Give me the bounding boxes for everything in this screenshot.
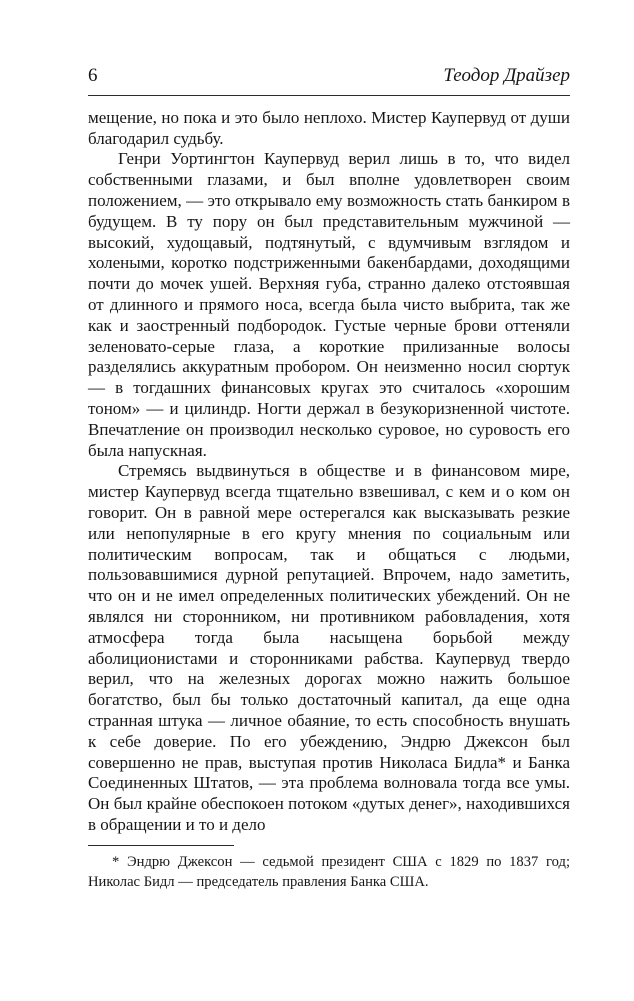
body-text <box>88 108 570 836</box>
paragraph: Стремясь выдвинуться в обществе и в финансовом мире, мистер Каупервуд всегда тщательно взвешивал, с кем и о ком он говорит. Он в равной мере остерегался как высказывать резкие или непопулярные в его кругу мнения по социальным или политическим вопросам, так и общаться с людьми, пользовавшимися дурной репутацией. Впрочем, надо заметить, что он и не имел определенных политических убеждений. Он не являлся ни сторонником, ни противником рабовладения, хотя атмосфера тогда была насыщена борьбой между аболиционистами и сторонниками рабства. Каупервуд твердо верил, что на железных дорогах можно нажить большое богатство, был бы только достаточный капитал, да еще одна странная штука — личное обаяние, то есть способность внушать к себе доверие. По его убеждению, Эндрю Джексон был совершенно не прав, выступая против Николаса Бидла* и Банка Соединенных Штатов, — эта проблема волновала тогда все умы. Он был крайне обеспокоен потоком «дутых денег», находившихся в обращении и то и дело <box>88 461 570 834</box>
paragraph: Генри Уортингтон Каупервуд верил лишь в то, что видел собственными глазами, и был вполне удовлетворен своим положением, — это открывало ему возможность стать банкиром в будущем. В ту пору он был представительным мужчиной — высокий, худощавый, подтянутый, с вдумчивым взглядом и холеными, коротко подстриженными бакенбардами, доходящими почти до мочек ушей. Верхняя губа, странно далеко отстоявшая от длинного и прямого носа, всегда была чисто выбрита, так же как и заостренный подбородок. Густые черные брови оттеняли зеленовато-серые глаза, а короткие прилизанные волосы разделялись аккуратным пробором. Он неизменно носил сюртук — в тогдашних финансовых кругах это считалось «хорошим тоном» — и цилиндр. Ногти держал в безукоризненной чистоте. Впечатление он производил несколько суровое, но суровость его была напускная. <box>88 149 570 460</box>
page-header <box>88 66 570 87</box>
footnote-text: * Эндрю Джексон — седьмой президент США с 1829 по 1837 год; Николас Бидл — председатель правления Банка США. <box>88 853 570 890</box>
header-rule <box>88 95 570 96</box>
running-title: Теодор Драйзер <box>443 65 570 86</box>
footnote-separator-rule <box>88 845 234 846</box>
paragraph-continuation: мещение, но пока и это было неплохо. Мистер Каупервуд от души благодарил судьбу. <box>88 107 570 148</box>
page-number: 6 <box>88 65 98 86</box>
